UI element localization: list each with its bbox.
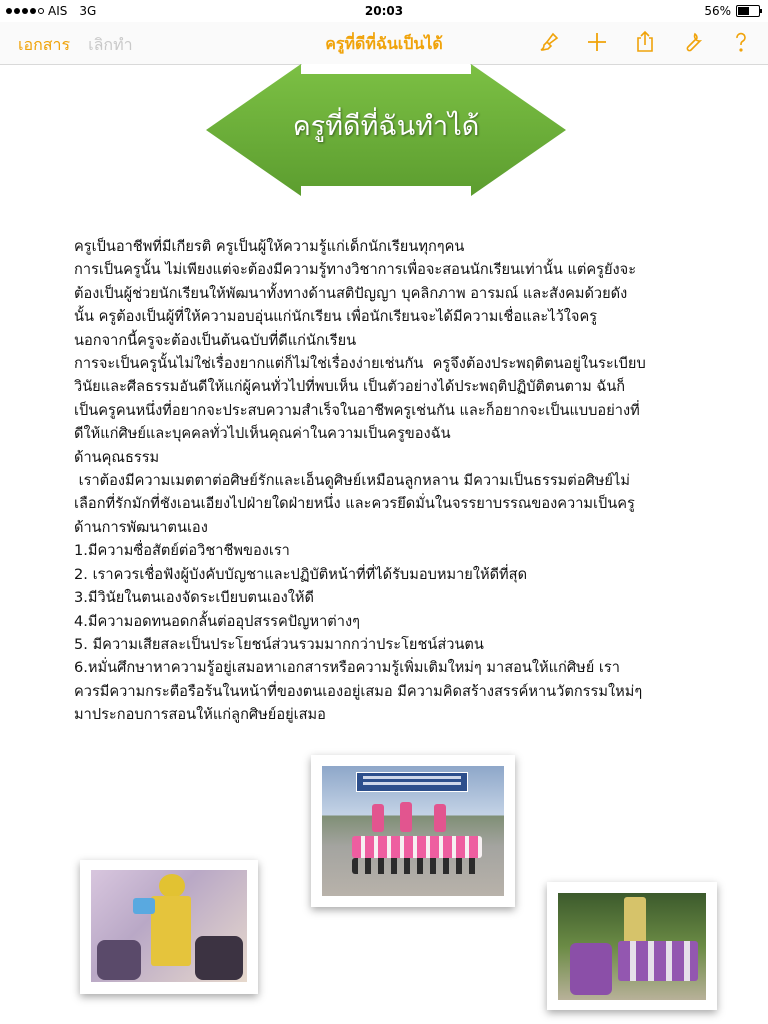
teacher-with-students-photo[interactable] [80, 860, 258, 994]
toolbar [0, 22, 768, 65]
documents-button[interactable]: เอกสาร [18, 35, 71, 54]
document-body-text[interactable] [74, 235, 704, 727]
carrier-label: AIS [48, 4, 68, 18]
outdoor-activity-photo[interactable] [547, 882, 717, 1010]
body-line: 3.มีวินัยในตนเองจัดระเบียบตนเองให้ดี [74, 589, 315, 607]
body-line: ต้องเป็นผู้ช่วยนักเรียนให้พัฒนาทั้งทางด้านสติปัญญา บุคลิกภาพ อารมณ์ และสังคมด้วยดัง [74, 284, 628, 302]
body-line: วินัยและศีลธรรมอันดีให้แก่ผู้คนทั่วไปที่พบเห็น เป็นตัวอย่างได้ประพฤติปฏิบัติตนตาม ฉันก็ [74, 378, 626, 396]
share-icon[interactable] [632, 29, 658, 55]
school-sign [356, 772, 468, 792]
battery-percent: 56% [704, 4, 731, 18]
battery-icon [736, 5, 760, 17]
help-icon[interactable] [728, 29, 754, 55]
body-line: 5. มีความเสียสละเป็นประโยชน์ส่วนรวมมากกว่าประโยชน์ส่วนตน [74, 635, 484, 653]
wrench-icon[interactable] [680, 29, 706, 55]
clock: 20:03 [364, 4, 404, 18]
undo-button[interactable]: เลิกทำ [88, 35, 133, 54]
banner-title: ครูที่ดีที่ฉันทำได้ [292, 111, 480, 142]
body-line: 1.มีความซื่อสัตย์ต่อวิชาชีพของเรา [74, 542, 290, 560]
body-line: ครูเป็นอาชีพที่มีเกียรติ ครูเป็นผู้ให้ความรู้แก่เด็กนักเรียนทุกๆคน [74, 238, 465, 255]
photo-content [558, 893, 706, 1000]
title-banner[interactable] [206, 64, 566, 196]
body-line: 2. เราควรเชื่อฟังผู้บังคับบัญชาและปฏิบัติหน้าที่ที่ได้รับมอบหมายให้ดีที่สุด [74, 565, 528, 583]
body-line: เลือกที่รักมักที่ชังเอนเอียงไปฝ่ายใดฝ่ายหนึ่ง และควรยึดมั่นในจรรยาบรรณของความเป็นครู [74, 495, 635, 513]
body-line: ควรมีความกระตือรือร้นในหน้าที่ของตนเองอยู่เสมอ มีความคิดสร้างสรรค์หานวัตกรรมใหม่ๆ [74, 682, 643, 700]
status-bar [0, 0, 768, 22]
body-line: 6.หมั่นศึกษาหาความรู้อยู่เสมอหาเอกสารหรือความรู้เพิ่มเติมใหม่ๆ มาสอนให้แก่ศิษย์ เรา [74, 659, 620, 677]
body-line: นอกจากนี้ครูจะต้องเป็นต้นฉบับที่ดีแก่นักเรียน [74, 331, 357, 349]
body-line: การเป็นครูนั้น ไม่เพียงแต่จะต้องมีความรู้ทางวิชาการเพื่อจะสอนนักเรียนเท่านั้น แต่ครูยังจะ [74, 261, 637, 279]
paintbrush-icon[interactable] [536, 29, 562, 55]
network-label: 3G [79, 4, 97, 18]
plus-icon[interactable] [584, 29, 610, 55]
body-line: ด้านคุณธรรม [74, 448, 160, 466]
body-line: ด้านการพัฒนาตนเอง [74, 518, 208, 536]
body-line: นั้น ครูต้องเป็นผู้ที่ให้ความอบอุ่นแก่นักเรียน เพื่อนักเรียนจะได้มีความเชื่อและไว้ใจครู [74, 308, 598, 326]
class-group-photo[interactable] [311, 755, 515, 907]
body-line: มาประกอบการสอนให้แก่ลูกศิษย์อยู่เสมอ [74, 706, 326, 724]
photo-content [91, 870, 247, 982]
document-title[interactable]: ครูที่ดีที่ฉันเป็นได้ [325, 34, 443, 53]
body-line: ดีให้แก่ศิษย์และบุคคลทั่วไปเห็นคุณค่าในความเป็นครูของฉัน [74, 425, 451, 443]
body-line: เป็นครูคนหนึ่งที่อยากจะประสบความสำเร็จในอาชีพครูเช่นกัน และก็อยากจะเป็นแบบอย่างที่ [74, 401, 640, 419]
body-line: เราต้องมีความเมตตาต่อศิษย์รักและเอ็นดูศิษย์เหมือนลูกหลาน มีความเป็นธรรมต่อศิษย์ไม่ [74, 472, 630, 490]
body-line: 4.มีความอดทนอดกลั้นต่ออุปสรรคปัญหาต่างๆ [74, 612, 360, 630]
photo-content [322, 766, 504, 896]
body-line: การจะเป็นครูนั้นไม่ใช่เรื่องยากแต่ก็ไม่ใช่เรื่องง่ายเช่นกัน ครูจึงต้องประพฤติตนอยู่ในระเบียบ [74, 355, 646, 373]
